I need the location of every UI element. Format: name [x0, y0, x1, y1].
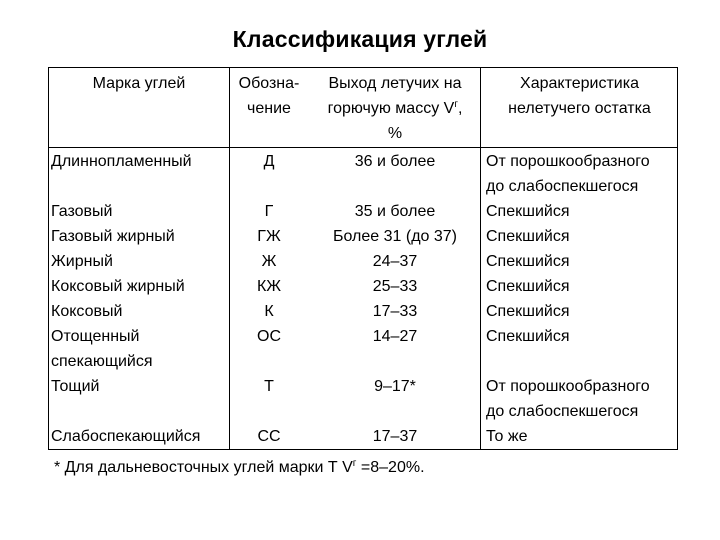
cell-grade: Коксовый	[51, 303, 123, 320]
cell-volatile: 24–37	[372, 253, 418, 270]
cell-symbol: К	[264, 303, 274, 320]
header-divider	[49, 147, 677, 148]
cell-residue: Спекшийся	[486, 328, 570, 345]
cell-volatile: Более 31 (до 37)	[333, 228, 457, 245]
cell-grade: Длиннопламенный	[51, 153, 192, 170]
cell-residue: От порошкообразного до слабоспекшегося	[486, 153, 650, 195]
cell-symbol: Д	[263, 153, 275, 170]
footnote: * Для дальневосточных углей марки Т $V^г =8-20\%$.	[54, 458, 425, 476]
cell-symbol: Г	[264, 203, 274, 220]
header-volatile: Выход летучих на горючую массу $V^г$, %	[327, 75, 463, 142]
cell-residue: Спекшийся	[486, 203, 570, 220]
coal-classification-table	[48, 67, 678, 450]
cell-volatile: 9–17*	[374, 378, 416, 395]
cell-residue: Спекшийся	[486, 278, 570, 295]
cell-volatile: 36 и более	[354, 153, 436, 170]
cell-residue: От порошкообразного до слабоспекшегося	[486, 378, 650, 420]
cell-volatile: 35 и более	[354, 203, 436, 220]
cell-residue: Спекшийся	[486, 303, 570, 320]
cell-symbol: Ж	[261, 253, 277, 270]
cell-volatile: 25–33	[372, 278, 418, 295]
cell-volatile: 17–33	[372, 303, 418, 320]
header-grade: Марка углей	[92, 75, 186, 92]
cell-grade: Слабоспекающийся	[51, 428, 201, 445]
cell-grade: Жирный	[51, 253, 113, 270]
cell-symbol: ОС	[257, 328, 281, 345]
cell-grade: Газовый	[51, 203, 113, 220]
cell-volatile: 17–37	[372, 428, 418, 445]
cell-residue: Спекшийся	[486, 228, 570, 245]
cell-grade: Отощенный спекающийся	[51, 328, 153, 370]
cell-symbol: ГЖ	[257, 228, 281, 245]
header-symbol: Обозна- чение	[238, 75, 300, 117]
cell-grade: Газовый жирный	[51, 228, 175, 245]
cell-residue: Спекшийся	[486, 253, 570, 270]
cell-symbol: КЖ	[256, 278, 282, 295]
cell-volatile: 14–27	[372, 328, 418, 345]
cell-grade: Коксовый жирный	[51, 278, 185, 295]
header-residue: Характеристика нелетучего остатка	[508, 75, 651, 117]
cell-residue: То же	[486, 428, 528, 445]
cell-symbol: СС	[257, 428, 281, 445]
page-title: Классификация углей	[232, 26, 488, 52]
cell-grade: Тощий	[51, 378, 100, 395]
cell-symbol: Т	[264, 378, 274, 395]
